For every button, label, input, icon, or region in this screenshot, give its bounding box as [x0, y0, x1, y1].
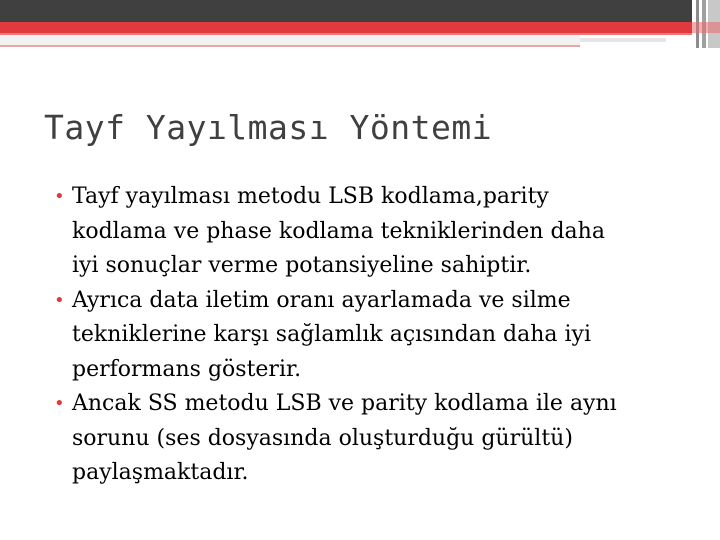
bullet-line: sorunu (ses dosyasında oluşturduğu gürültü) — [72, 425, 573, 451]
bullet-item — [54, 284, 694, 388]
header-band-light-line — [0, 45, 580, 47]
bullet-dot-icon: • — [54, 393, 65, 414]
header-band-red — [0, 22, 692, 33]
bullet-item — [54, 387, 694, 491]
bullet-dot-icon: • — [54, 186, 65, 207]
edge-stripe-red — [692, 22, 720, 33]
bullet-list — [54, 180, 694, 491]
bullet-line: kodlama ve phase kodlama tekniklerinden daha — [72, 218, 605, 244]
bullet-line: paylaşmaktadır. — [72, 460, 249, 485]
header-band-light-short — [580, 38, 666, 42]
bullet-line: tekniklerine karşı sağlamlık açısından daha iyi — [72, 322, 592, 347]
bullet-dot-icon: • — [54, 289, 65, 311]
bullet-line: Ancak SS metodu LSB ve parity kodlama ile aynı — [72, 391, 617, 416]
bullet-line: Tayf yayılması metodu LSB kodlama,parity — [72, 184, 549, 209]
header-band-light — [0, 35, 580, 45]
bullet-line: iyi sonuçlar verme potansiyeline sahiptir. — [72, 253, 532, 278]
bullet-line: Ayrıca data iletim oranı ayarlamada ve silme — [72, 287, 571, 313]
header-band-dark — [0, 0, 692, 22]
bullet-line: performans gösterir. — [72, 356, 302, 382]
bullet-item — [54, 180, 694, 284]
slide-title: Tayf Yayılması Yöntemi — [44, 108, 493, 147]
